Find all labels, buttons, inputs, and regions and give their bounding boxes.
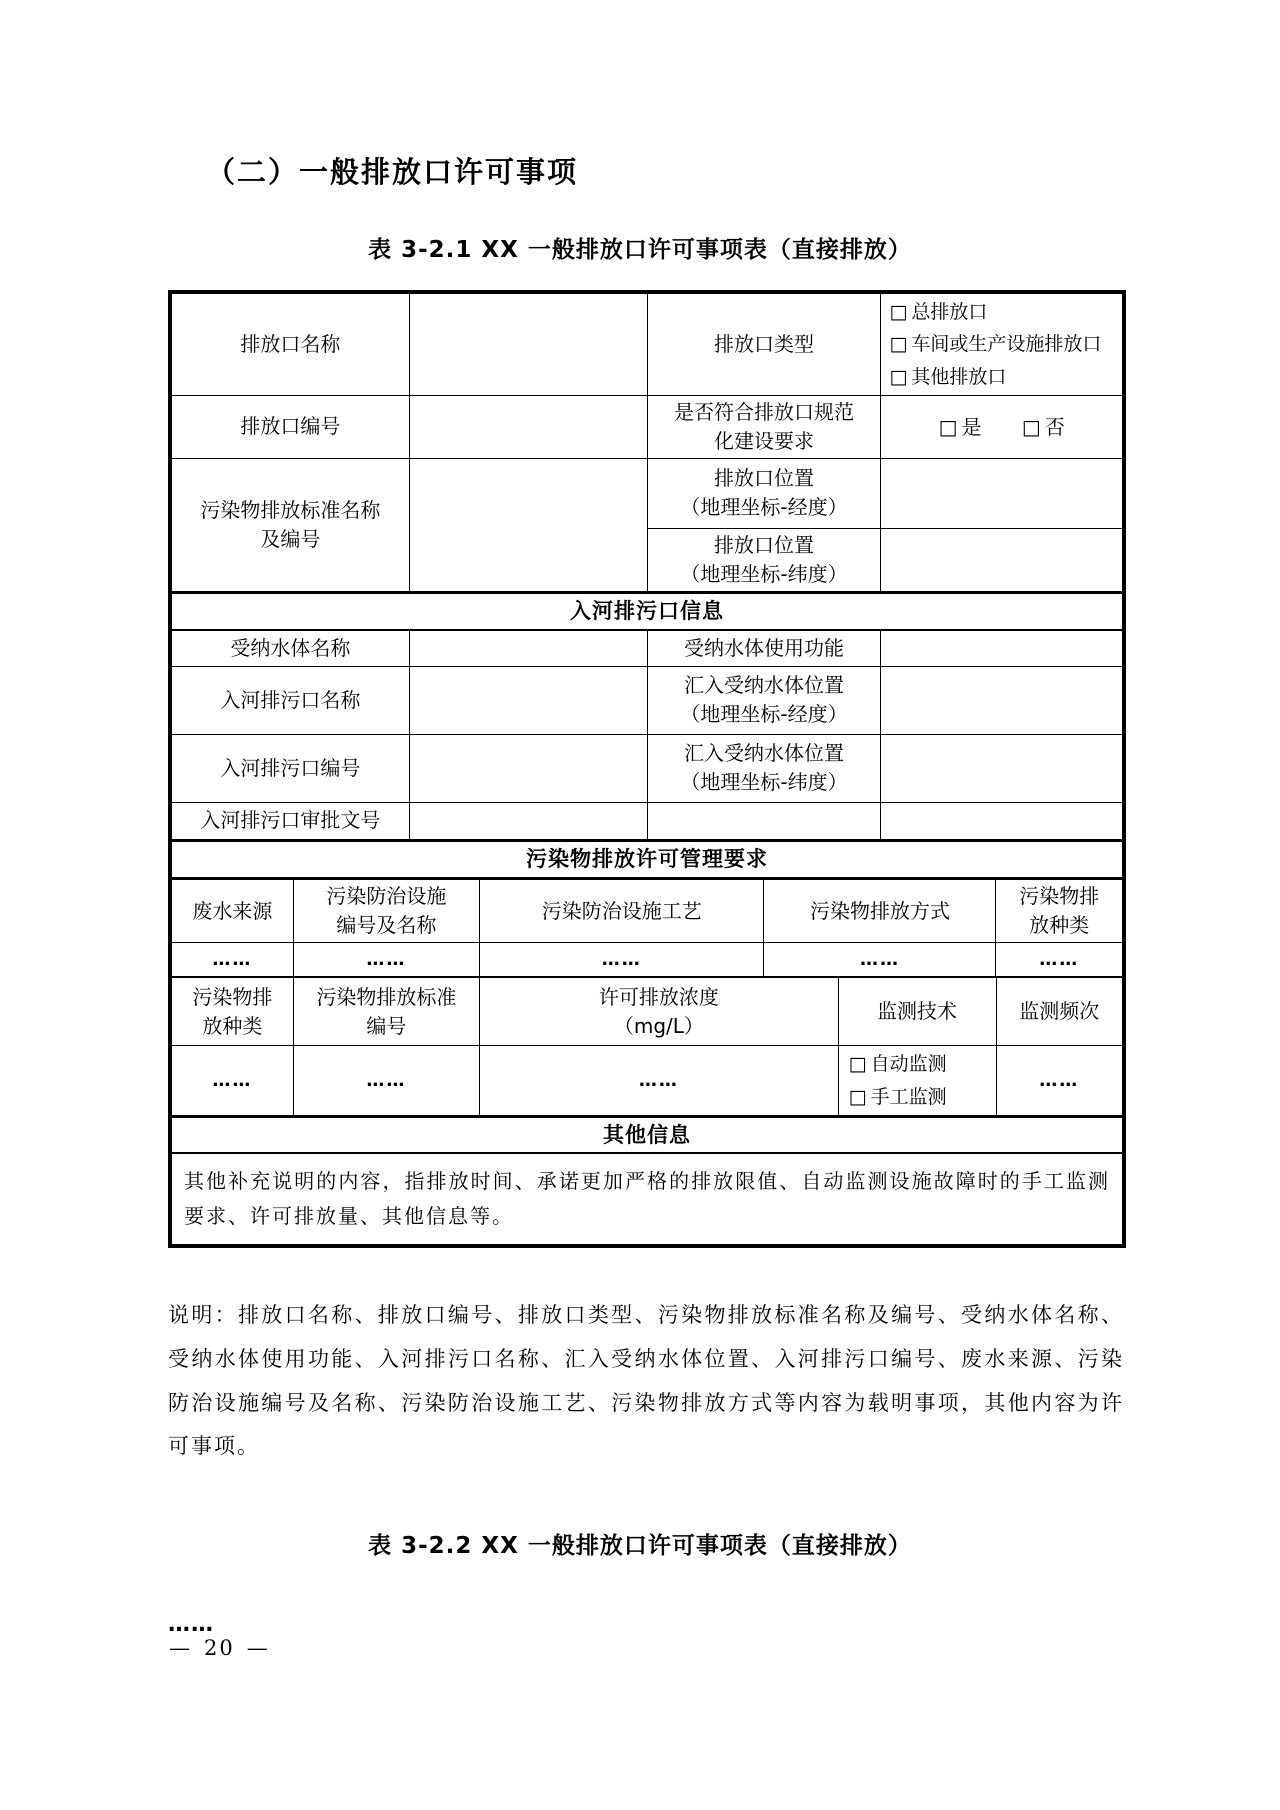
note-paragraph: 说明：排放口名称、排放口编号、排放口类型、污染物排放标准名称及编号、受纳水体名称、受纳水体使用功能、入河排污口名称、汇入受纳水体位置、入河排污口编号、废水来源、污染防治设施编号及名称、污染防治设施工艺、污染物排放方式等内容为载明事项，其他内容为许可事项。 [168, 1303, 1124, 1459]
cell-outlet-position-lng-label [647, 458, 881, 528]
section-heading: （二）一般排放口许可事项 [206, 155, 579, 189]
footer-dash: — [246, 1636, 270, 1660]
checkbox-option-auto-monitoring[interactable] [849, 1048, 992, 1080]
table-2-title: 表 3-2.2 XX 一般排放口许可事项表（直接排放） [368, 1533, 912, 1560]
checkbox-label: 车间或生产设施排放口 [911, 333, 1102, 356]
table-header-row [172, 880, 1123, 943]
input-cell-outlet-position-lat[interactable] [881, 528, 1123, 592]
checkbox-icon[interactable]: □ [848, 1085, 867, 1108]
label-line: 污染物排放标准名称 [200, 497, 381, 522]
label-line: 是否符合排放口规范 [673, 399, 854, 424]
placeholder-cell[interactable]: …… [996, 943, 1123, 977]
permit-table [168, 290, 1126, 1248]
table-row [172, 294, 1123, 396]
placeholder-cell[interactable]: …… [480, 943, 764, 977]
placeholder-cell[interactable]: …… [172, 943, 294, 977]
cell-pollutant-standard-label [172, 458, 410, 592]
cell-river-outlet-name-label: 入河排污口名称 [172, 666, 410, 734]
label-line: 编号及名称 [336, 913, 437, 938]
checkbox-option-manual-monitoring[interactable] [849, 1081, 992, 1113]
label-line: 污染物排放标准 [316, 984, 457, 1009]
input-cell-pollutant-standard[interactable] [409, 458, 647, 592]
label-line: 化建设要求 [713, 428, 814, 453]
checkbox-label: 否 [1044, 414, 1065, 439]
cell-join-position-lng-label [647, 666, 881, 734]
table-row [172, 1153, 1123, 1245]
placeholder-cell[interactable]: …… [480, 1046, 839, 1116]
cell-join-position-lat-label [647, 734, 881, 802]
table-row [172, 734, 1123, 802]
page-footer [163, 1636, 276, 1660]
table-row [172, 458, 1123, 528]
checkbox-label: 手工监测 [870, 1085, 947, 1108]
checkbox-label: 其他排放口 [911, 365, 1007, 388]
label-line: （地理坐标-经度） [680, 495, 848, 520]
table-1-title: 表 3-2.1 XX 一般排放口许可事项表（直接排放） [368, 237, 912, 263]
label-line: 汇入受纳水体位置 [683, 741, 844, 766]
table-row [172, 395, 1123, 458]
label-line: 污染防治设施 [326, 884, 447, 909]
input-cell-outlet-name[interactable] [409, 294, 647, 396]
monitoring-table [171, 977, 1123, 1116]
input-cell-join-position-lng[interactable] [881, 666, 1123, 734]
label-line: 及编号 [260, 526, 321, 551]
col-header-discharge-mode: 污染物排放方式 [764, 880, 996, 943]
outlet-info-table [171, 293, 1123, 879]
input-cell-river-outlet-approval[interactable] [409, 802, 647, 840]
cell-monitoring-tech-options [838, 1046, 996, 1116]
checkbox-label: 自动监测 [870, 1053, 947, 1076]
label-line: （地理坐标-纬度） [680, 561, 848, 586]
checkbox-option-workshop-outlet[interactable] [889, 328, 1118, 360]
col-header-monitoring-frequency: 监测频次 [996, 978, 1123, 1046]
cell-outlet-no-label: 排放口编号 [172, 395, 410, 458]
checkbox-label: 是 [961, 414, 982, 439]
checkbox-icon[interactable]: □ [848, 1053, 867, 1076]
checkbox-option-total-outlet[interactable] [889, 296, 1118, 328]
label-line: （地理坐标-经度） [680, 702, 848, 727]
cell-yes-no [881, 395, 1123, 458]
label-line: 汇入受纳水体位置 [683, 673, 844, 698]
other-info-table [171, 1116, 1123, 1245]
label-line: 放种类 [202, 1013, 263, 1038]
footer-dash: — [169, 1636, 192, 1660]
cell-other-info-text: 其他补充说明的内容，指排放时间、承诺更加严格的排放限值、自动监测设施故障时的手工监测要求、许可排放量、其他信息等。 [172, 1153, 1123, 1245]
label-line: 排放口位置 [713, 532, 814, 557]
checkbox-icon[interactable]: □ [889, 333, 908, 356]
table-row [172, 666, 1123, 734]
section-header-row [172, 592, 1123, 630]
label-line: 编号 [366, 1013, 407, 1038]
col-header-facility-process: 污染防治设施工艺 [480, 880, 764, 943]
checkbox-option-other-outlet[interactable] [889, 361, 1118, 393]
ellipsis-text: …… [168, 1612, 214, 1638]
label-line: 放种类 [1029, 913, 1090, 938]
col-header-facility-no-name [293, 880, 479, 943]
label-line: （mg/L） [613, 1013, 704, 1038]
cell-outlet-position-lat-label [647, 528, 881, 592]
label-line: 许可排放浓度 [598, 984, 719, 1009]
input-cell-join-position-lat[interactable] [881, 734, 1123, 802]
placeholder-cell[interactable]: …… [172, 1046, 294, 1116]
input-cell-empty[interactable] [881, 802, 1123, 840]
checkbox-icon[interactable]: □ [889, 301, 908, 323]
cell-outlet-name-label: 排放口名称 [172, 294, 410, 396]
label-line: （地理坐标-纬度） [680, 770, 848, 795]
input-cell-outlet-no[interactable] [409, 395, 647, 458]
table-row [172, 1046, 1123, 1116]
input-cell-outlet-position-lng[interactable] [881, 458, 1123, 528]
table-header-row [172, 978, 1123, 1046]
input-cell-empty[interactable] [647, 802, 881, 840]
cell-outlet-type-label: 排放口类型 [647, 294, 881, 396]
col-header-pollutant-category [172, 978, 294, 1046]
checkbox-option-no[interactable] [1022, 412, 1065, 442]
section-header-other-info: 其他信息 [172, 1117, 1123, 1153]
placeholder-cell[interactable]: …… [293, 1046, 479, 1116]
table-row [172, 630, 1123, 666]
label-line: 污染物排 [1019, 884, 1100, 909]
input-cell-receiving-water[interactable] [409, 630, 647, 666]
col-header-monitoring-technology: 监测技术 [838, 978, 996, 1046]
section-header-row [172, 840, 1123, 878]
input-cell-river-outlet-name[interactable] [409, 666, 647, 734]
placeholder-cell[interactable]: …… [293, 943, 479, 977]
section-header-row [172, 1117, 1123, 1153]
input-cell-receiving-water-function[interactable] [881, 630, 1123, 666]
col-header-pollutant-category [996, 880, 1123, 943]
col-header-pollutant-standard-no [293, 978, 479, 1046]
cell-receiving-water-function-label: 受纳水体使用功能 [647, 630, 881, 666]
col-header-permitted-concentration [480, 978, 839, 1046]
page-number: 20 [204, 1636, 235, 1660]
cell-outlet-type-options [881, 294, 1123, 396]
treatment-facility-table [171, 879, 1123, 977]
checkbox-icon[interactable]: □ [938, 414, 958, 439]
label-line: 污染物排 [192, 984, 273, 1009]
input-cell-river-outlet-no[interactable] [409, 734, 647, 802]
col-header-wastewater-source: 废水来源 [172, 880, 294, 943]
section-header-discharge-mgmt: 污染物排放许可管理要求 [172, 840, 1123, 878]
checkbox-icon[interactable]: □ [1021, 414, 1041, 439]
checkbox-option-yes[interactable] [939, 412, 982, 442]
table-row [172, 943, 1123, 977]
placeholder-cell[interactable]: …… [764, 943, 996, 977]
table-row [172, 802, 1123, 840]
placeholder-cell[interactable]: …… [996, 1046, 1123, 1116]
checkbox-label: 总排放口 [911, 301, 988, 323]
cell-receiving-water-label: 受纳水体名称 [172, 630, 410, 666]
cell-river-outlet-approval-label: 入河排污口审批文号 [172, 802, 410, 840]
cell-river-outlet-no-label: 入河排污口编号 [172, 734, 410, 802]
section-header-river-outlet-info: 入河排污口信息 [172, 592, 1123, 630]
cell-spec-compliance-label [647, 395, 881, 458]
checkbox-icon[interactable]: □ [889, 365, 908, 388]
label-line: 排放口位置 [713, 466, 814, 491]
